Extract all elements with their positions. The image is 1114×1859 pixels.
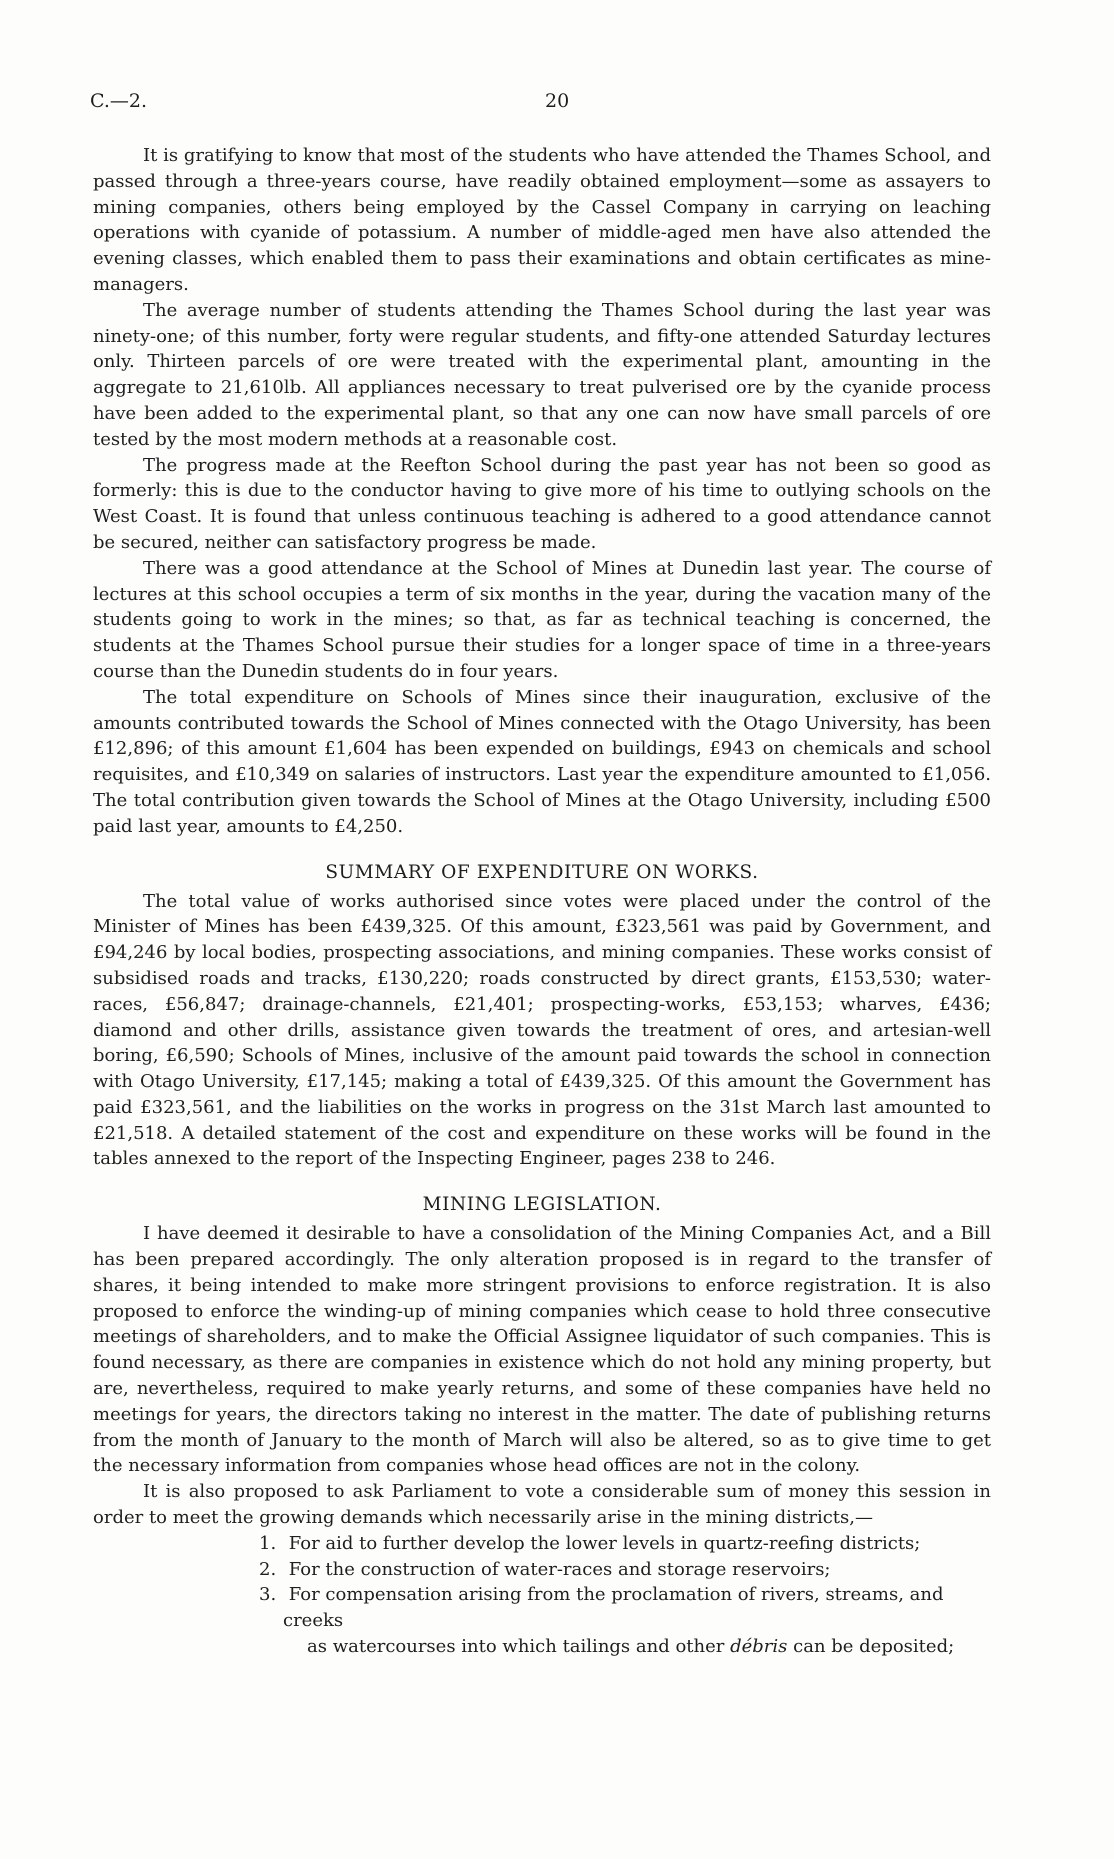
list-item [165,1582,991,1659]
paragraph-dunedin-school: There was a good attendance at the School of Mines at Dunedin last year. The course of lectures at this school occupies a term of six months in the year, during the vacation many of the students going to work in the mines; so that, as far as technical teaching is concerned, the students at the Thames School pursue their studies for a longer space of time in a three-years course than the Dunedin students do in four years. [93,557,991,682]
paragraph-thames-students: It is gratifying to know that most of the students who have attended the Thames School, and passed through a three-years course, have readily obtained employment—some as assayers to mining companies, others being employed by the Cassel Company in carrying on leaching operations with cyanide of potassium. A number of middle-aged men have also attended the evening classes, which enabled them to pass their examinations and obtain certificates as mine-managers. [93,145,991,295]
list-item-text: For the construction of water-races and storage reservoirs; [288,1558,831,1580]
list-item [165,1531,991,1557]
paragraph-thames-attendance: The average number of students attending the Thames School during the last year was ninety-one; of this number, forty were regular students, and fifty-one attended Saturday lectures only. Thirteen parcels of ore were treated with the experimental plant, amounting in the aggregate to 21,610lb. All appliances necessary to treat pulverised ore by the cyanide process have been added to the experimental plant, so that any one can now have small parcels of ore tested by the most modern methods at a reasonable cost. [93,299,991,450]
funding-list [93,1531,991,1660]
page-header [90,90,990,120]
list-item-number: 2. [259,1558,277,1580]
list-item-text: For aid to further develop the lower levels in quartz-reefing districts; [288,1532,921,1554]
list-item-text-continued [283,1634,991,1660]
paragraph-parliament-vote: It is also proposed to ask Parliament to vote a considerable sum of money this session in order to meet the growing demands which necessarily arise in the mining districts,— [93,1481,991,1529]
document-reference: C.—2. [90,90,148,112]
body-text [93,143,991,1660]
page-number: 20 [545,90,570,112]
list-item-number: 1. [259,1532,277,1554]
list-item [165,1557,991,1583]
list-item-text: For compensation arising from the proclamation of rivers, streams, and creeks [283,1584,944,1632]
paragraph-reefton-school: The progress made at the Reefton School during the past year has not been so good as formerly: this is due to the conductor having to give more of his time to outlying schools on the West Coast. It is found that unless continuous teaching is adhered to a good attendance cannot be secured, neither can satisfactory progress be made. [93,454,991,553]
section-heading-expenditure: SUMMARY OF EXPENDITURE ON WORKS. [325,861,759,883]
paragraph-companies-act: I have deemed it desirable to have a consolidation of the Mining Companies Act, and a Bill has been prepared accordingly. The only alteration proposed is in regard to the transfer of shares, it being intended to make more stringent provisions to enforce registration. It is also proposed to enforce the winding-up of mining companies which cease to hold three consecutive meetings of shareholders, and to make the Official Assignee liquidator of such companies. This is found necessary, as there are companies in existence which do not hold any mining property, but are, nevertheless, required to make yearly returns, and some of these companies have held no meetings for years, the directors taking no interest in the matter. The date of publishing returns from the month of January to the month of March will also be altered, so as to give time to get the necessary information from companies whose head offices are not in the colony. [93,1223,991,1477]
list-item-number: 3. [259,1584,277,1606]
section-heading-legislation: MINING LEGISLATION. [422,1194,662,1216]
list-item-text-end: can be deposited; [787,1636,955,1658]
paragraph-schools-expenditure: The total expenditure on Schools of Mines since their inauguration, exclusive of the amounts contributed towards the School of Mines connected with the Otago University, has been £12,896; of this amount £1,604 has been expended on buildings, £943 on chemicals and school requisites, and £10,349 on salaries of instructors. Last year the expenditure amounted to £1,056. The total contribution given towards the School of Mines at the Otago University, including £500 paid last year, amounts to £4,250. [93,686,991,837]
paragraph-works-summary: The total value of works authorised since votes were placed under the control of the Minister of Mines has been £439,325. Of this amount, £323,561 was paid by Government, and £94,246 by local bodies, prospecting associations, and mining companies. These works consist of subsidised roads and tracks, £130,220; roads constructed by direct grants, £153,530; water-races, £56,847; drainage-channels, £21,401; prospecting-works, £53,153; wharves, £436; diamond and other drills, assistance given towards the treatment of ores, and artesian-well boring, £6,590; Schools of Mines, inclusive of the amount paid towards the school in connection with Otago University, £17,145; making a total of £439,325. Of this amount the Government has paid £323,561, and the liabilities on the works in progress on the 31st March last amounted to £21,518. A detailed statement of the cost and expenditure on these works will be found in the tables annexed to the report of the Inspecting Engineer, pages 238 to 246. [93,890,991,1170]
list-item-text-italic: débris [730,1636,788,1658]
list-item-text-start: as watercourses into which tailings and other [307,1636,731,1658]
